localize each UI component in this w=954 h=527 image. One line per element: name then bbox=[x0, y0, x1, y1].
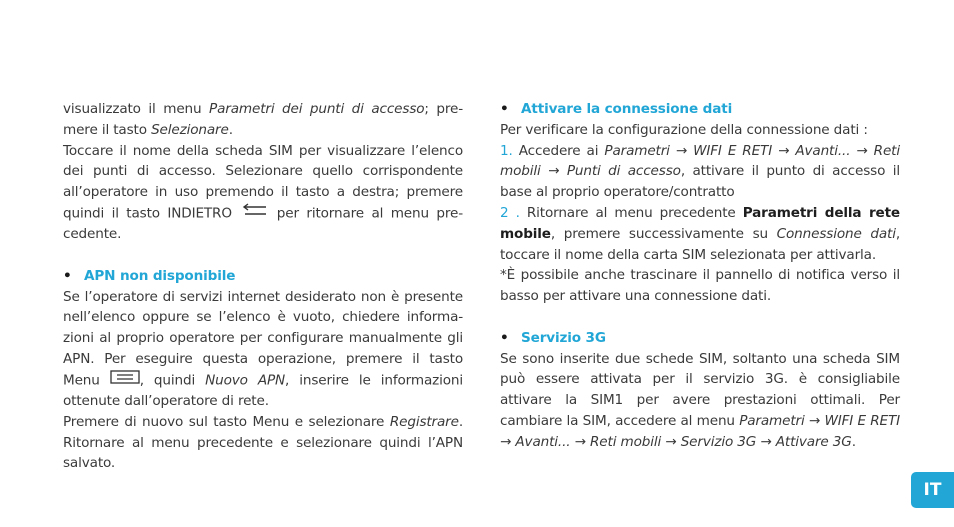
text: Toccare il nome della scheda SIM per visualizzare l’elenco dei punti di accesso. Selezionare quello corrispondente all’operatore in uso premendo il tasto a destra; premere quindi il tasto INDIETRO bbox=[63, 142, 463, 222]
text: , toccare il nome della carta SIM selezionata per attivarla. bbox=[500, 225, 900, 263]
step-number: 1. bbox=[500, 142, 513, 159]
bullet: • bbox=[500, 329, 509, 346]
paragraph-3g bbox=[500, 349, 900, 453]
paragraph-apn-select bbox=[63, 99, 463, 141]
text: Se l’operatore di servizi internet desiderato non è presente nell’elenco oppure se l’elenco è vuoto, chiedere informa-zioni al proprio operatore per configurare manualmente gli APN. Per eseguire questa operazione, premere il tasto Menu bbox=[63, 288, 463, 389]
text: . bbox=[228, 121, 233, 138]
menu-name: Parametri dei punti di accesso bbox=[209, 101, 425, 117]
step-2 bbox=[500, 203, 900, 265]
step-number: 2 . bbox=[500, 204, 520, 221]
heading-text: APN non disponibile bbox=[84, 267, 236, 284]
bullet: • bbox=[500, 101, 509, 117]
menu-name: Parametri della rete mobile bbox=[500, 204, 900, 242]
menu-key-icon bbox=[110, 370, 140, 391]
text: . bbox=[851, 433, 856, 450]
text: , inserire le informazioni ottenute dall’operatore di rete. bbox=[63, 372, 463, 409]
button-name: Selezionare bbox=[151, 121, 229, 138]
language-badge: IT bbox=[911, 472, 954, 508]
right-column bbox=[500, 99, 900, 453]
menu-path: Parametri → WIFI E RETI → Avanti... → Reti mobili → Punti di accesso bbox=[500, 142, 900, 180]
heading-text: Servizio 3G bbox=[521, 329, 606, 346]
paragraph-note: *È possibile anche trascinare il pannello di notifica verso il basso per attivare una connessione dati. bbox=[500, 267, 900, 305]
menu-name: Nuovo APN bbox=[205, 372, 286, 389]
heading-3g-service bbox=[500, 328, 900, 349]
paragraph-verify-config: Per verificare la configurazione della connessione dati : bbox=[500, 121, 868, 138]
text: per ritornare al menu pre-cedente. bbox=[63, 205, 463, 243]
heading-apn-unavailable bbox=[63, 266, 463, 287]
text: , attivare il punto di accesso il base al proprio operatore/contratto bbox=[500, 163, 900, 201]
text: Accedere ai bbox=[512, 142, 605, 159]
left-column bbox=[63, 99, 463, 474]
text: visualizzato il menu bbox=[63, 101, 210, 117]
text: ; pre-mere il tasto bbox=[63, 101, 464, 138]
paragraph-save-apn bbox=[63, 412, 463, 474]
menu-path: Parametri → WIFI E RETI → Avanti... → Reti mobili → Servizio 3G → Attivare 3G bbox=[500, 412, 900, 450]
step-1 bbox=[500, 141, 900, 203]
heading-activate-data bbox=[500, 99, 900, 120]
menu-name: Registrare bbox=[389, 413, 459, 430]
text: Premere di nuovo sul tasto Menu e selezionare bbox=[63, 413, 390, 430]
text: , quindi bbox=[139, 372, 206, 389]
text: Ritornare al menu precedente bbox=[519, 204, 743, 221]
heading-text: Attivare la connessione dati bbox=[521, 101, 733, 117]
text: . Ritornare al menu precedente e selezionare quindi l’APN salvato. bbox=[63, 413, 463, 472]
bullet: • bbox=[63, 267, 72, 284]
paragraph-sim-select bbox=[63, 141, 463, 245]
back-arrow-icon bbox=[239, 203, 269, 224]
menu-name: Connessione dati bbox=[776, 225, 896, 242]
text: Se sono inserite due schede SIM, soltanto una scheda SIM può essere attivata per il servizio 3G. è consigliabile attivare la SIM1 per avere prestazioni ottimali. Per cambiare la SIM, accedere al menu bbox=[500, 350, 900, 429]
paragraph-apn-manual bbox=[63, 287, 463, 412]
text: , premere successivamente su bbox=[550, 225, 777, 242]
